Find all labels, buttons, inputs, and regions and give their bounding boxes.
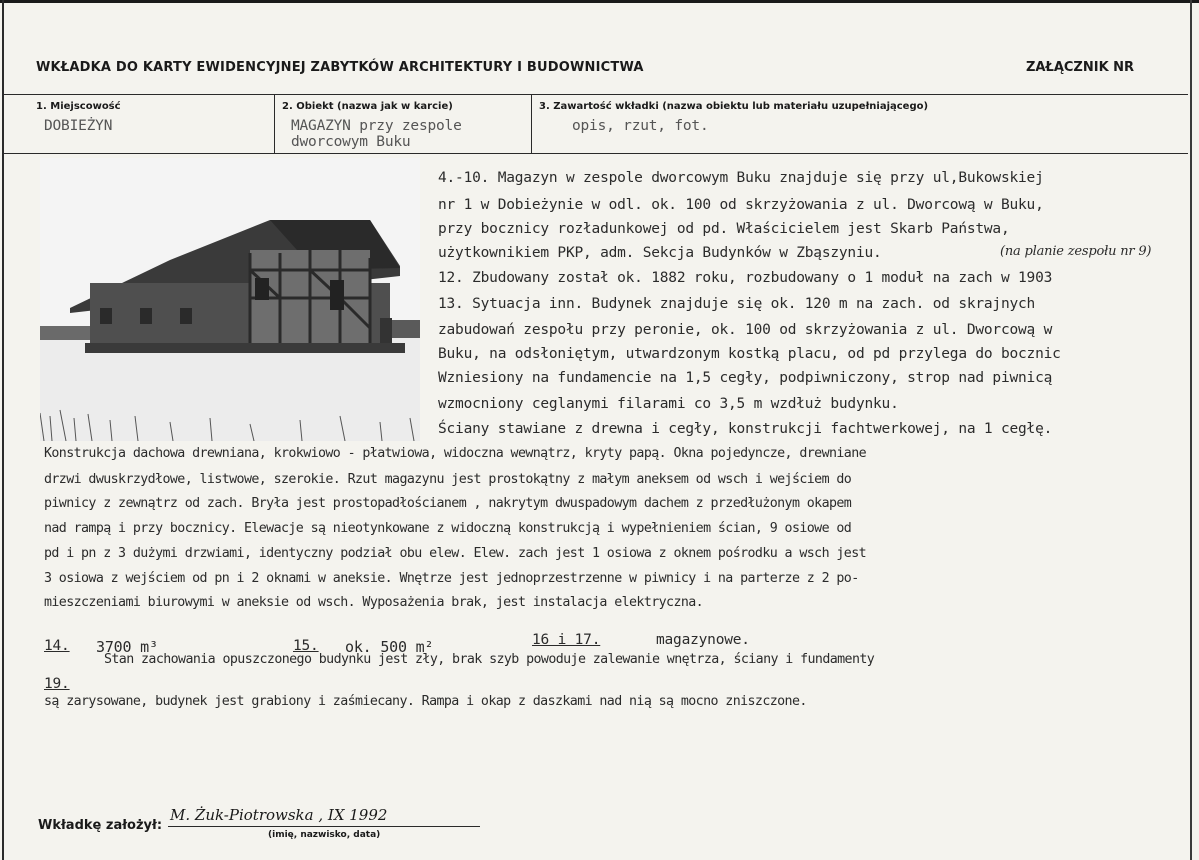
body-line-14: piwnicy z zewnątrz od zach. Bryła jest prostopadłościanem , nakrytym dwuspadowym dachem z przedłużonym okapem: [44, 496, 852, 511]
condition-line-2: są zarysowane, budynek jest grabiony i zaśmiecany. Rampa i okap z daszkami nad nią są mocno zniszczone.: [44, 694, 807, 709]
contents-value: opis, rzut, fot.: [572, 118, 709, 134]
body-line-2: nr 1 w Dobieżynie w odl. ok. 100 od skrzyżowania z ul. Dworcową w Buku,: [438, 197, 1044, 213]
contents-label: 3. Zawartość wkładki (nazwa obiektu lub materiału uzupełniającego): [539, 101, 929, 112]
condition-line-1: Stan zachowania opuszczonego budynku jest zły, brak szyb powoduje zalewanie wnętrza, ściany i fundamenty: [104, 652, 875, 667]
header-rule-top: [2, 94, 1188, 95]
stat-15-value: ok. 500 m²: [345, 638, 434, 656]
form-title: WKŁADKA DO KARTY EWIDENCYJNEJ ZABYTKÓW ARCHITEKTURY I BUDOWNICTWA: [36, 60, 644, 75]
body-line-1: 4.-10. Magazyn w zespole dworcowym Buku znajduje się przy ul,Bukowskiej: [438, 170, 1044, 186]
field-divider-1: [274, 94, 275, 154]
body-line-12: Konstrukcja dachowa drewniana, krokwiowo - płatwiowa, widoczna wewnątrz, kryty papą. Okna pojedyncze, drewniane: [44, 446, 867, 461]
object-value-line1: MAGAZYN przy zespole: [291, 118, 462, 134]
body-line-13: drzwi dwuskrzydłowe, listwowe, szerokie. Rzut magazynu jest prostokątny z małym aneksem od wsch i wejściem do: [44, 472, 852, 487]
signature-line: [168, 826, 480, 827]
body-line-16: pd i pn z 3 dużymi drzwiami, identyczny podział obu elew. Elew. zach jest 1 osiowa z oknem pośrodku a wsch jest: [44, 546, 867, 561]
stat-14-number: 14.: [44, 638, 70, 654]
stat-16-number: 16 i 17.: [532, 632, 601, 648]
signature-caption: (imię, nazwisko, data): [268, 830, 381, 840]
warehouse-photo-image: [40, 158, 420, 441]
body-line-3: przy bocznicy rozładunkowej od pd. Właścicielem jest Skarb Państwa,: [438, 221, 1010, 237]
prepared-by-label: Wkładkę założył:: [38, 818, 163, 833]
stat-15-number: 15.: [293, 638, 319, 654]
locality-label: 1. Miejscowość: [36, 101, 121, 112]
stat-14-value: 3700 m³: [96, 638, 158, 656]
prepared-by-signature: M. Żuk-Piotrowska , IX 1992: [170, 806, 388, 824]
annex-label: ZAŁĄCZNIK NR: [1026, 60, 1135, 75]
left-border: [2, 0, 4, 860]
stat-16-value: magazynowe.: [656, 632, 750, 648]
object-value-line2: dworcowym Buku: [291, 134, 411, 150]
body-line-6: 13. Sytuacja inn. Budynek znajduje się ok. 120 m na zach. od skrajnych: [438, 296, 1036, 312]
right-border: [1190, 0, 1192, 860]
body-line-4: użytkownikiem PKP, adm. Sekcja Budynków w Zbąszyniu.: [438, 245, 882, 261]
body-line-8: Buku, na odsłoniętym, utwardzonym kostką placu, od pd przylega do bocznic: [438, 346, 1061, 362]
handwritten-plan-note: (na planie zespołu nr 9): [1000, 244, 1152, 259]
body-line-11: Ściany stawiane z drewna i cegły, konstrukcji fachtwerkowej, na 1 cegłę.: [438, 421, 1053, 437]
header-rule-bottom: [2, 153, 1188, 154]
body-line-15: nad rampą i przy bocznicy. Elewacje są nieotynkowane z widoczną konstrukcją i wypełnieniem ścian, 9 osiowe od: [44, 521, 852, 536]
condition-number: 19.: [44, 676, 70, 692]
object-label: 2. Obiekt (nazwa jak w karcie): [282, 101, 453, 112]
photo-warehouse: [40, 158, 420, 441]
body-line-18: mieszczeniami biurowymi w aneksie od wsch. Wyposażenia brak, jest instalacja elektryczna.: [44, 595, 704, 610]
top-edge: [0, 0, 1199, 3]
body-line-5: 12. Zbudowany został ok. 1882 roku, rozbudowany o 1 moduł na zach w 1903: [438, 270, 1053, 286]
body-line-9: Wzniesiony na fundamencie na 1,5 cegły, podpiwniczony, strop nad piwnicą: [438, 370, 1053, 386]
locality-value: DOBIEŻYN: [44, 118, 113, 134]
field-divider-2: [531, 94, 532, 154]
body-line-10: wzmocniony ceglanymi filarami co 3,5 m wzdłuż budynku.: [438, 396, 899, 412]
body-line-7: zabudowań zespołu przy peronie, ok. 100 od skrzyżowania z ul. Dworcową w: [438, 322, 1053, 338]
body-line-17: 3 osiowa z wejściem od pn i 2 oknami w aneksie. Wnętrze jest jednoprzestrzenne w piwnicy i na parterze z 2 po-: [44, 571, 859, 586]
